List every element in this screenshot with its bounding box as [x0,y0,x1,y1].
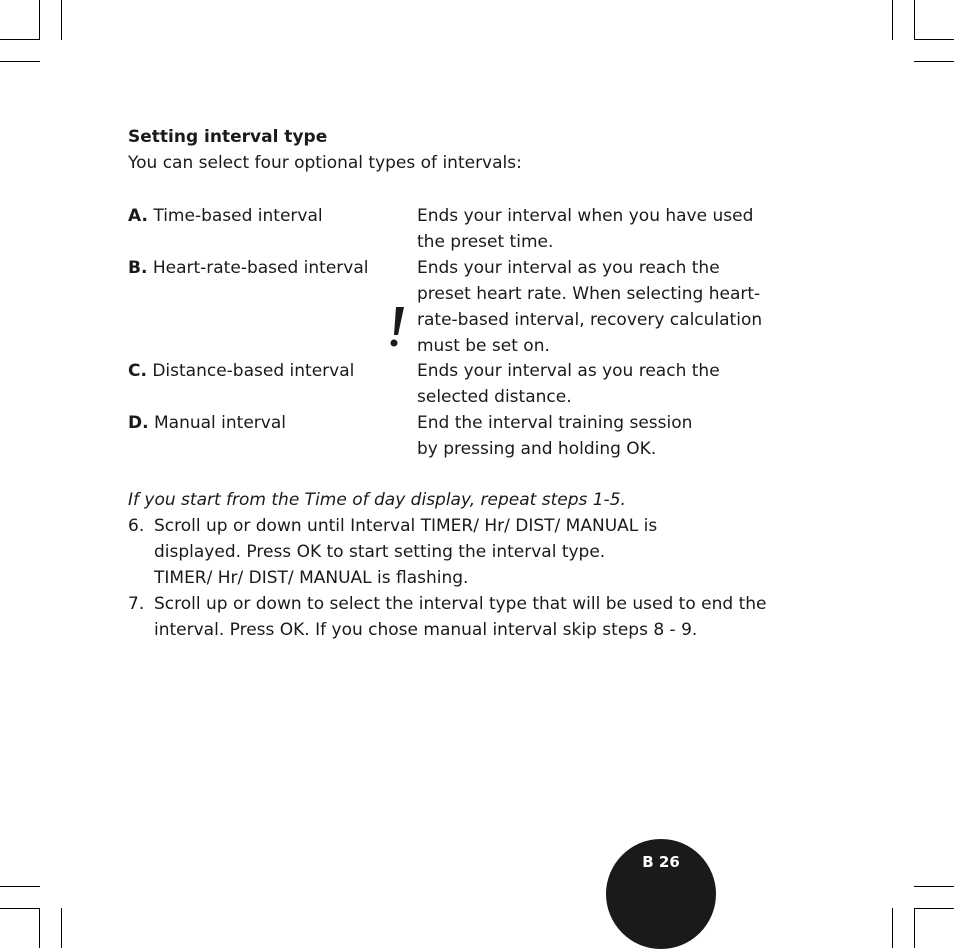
exclamation-icon [386,305,408,349]
item-letter: C. [128,361,147,381]
crop-mark [914,0,915,40]
crop-mark [892,0,893,40]
note-text: If you start from the Time of day display, repeat steps 1-5. [128,490,626,510]
intro-text: You can select four optional types of intervals: [128,153,522,173]
crop-mark [0,61,40,62]
item-desc-line: by pressing and holding OK. [417,439,657,459]
step-line: displayed. Press OK to start setting the interval type. [154,542,606,562]
item-label: Heart-rate-based interval [152,258,369,278]
item-desc-line: Ends your interval when you have used [417,206,754,226]
crop-mark [0,39,40,40]
crop-mark [39,0,40,40]
item-desc-line: Ends your interval as you reach the [417,361,720,381]
item-desc-line: Ends your interval as you reach the [417,258,720,278]
item-label: Distance-based interval [152,361,355,381]
step-line: TIMER/ Hr/ DIST/ MANUAL is flashing. [154,568,469,588]
crop-mark [61,908,62,948]
crop-mark [914,886,954,887]
crop-mark [914,39,954,40]
item-desc-line: must be set on. [417,336,550,356]
crop-mark [39,908,40,948]
item-label: Time-based interval [153,206,323,226]
section-heading: Setting interval type [128,127,328,147]
item-desc-line: selected distance. [417,387,572,407]
step-line: Scroll up or down to select the interval type that will be used to end the [154,594,767,614]
crop-mark [914,908,915,948]
item-desc-line: End the interval training session [417,413,693,433]
crop-mark [892,908,893,948]
item-desc-line: rate-based interval, recovery calculation [417,310,763,330]
item-letter: D. [128,413,149,433]
item-letter: A. [128,206,148,226]
page-number-badge [606,839,716,949]
crop-mark [914,61,954,62]
step-number: 6. [128,516,145,536]
crop-mark [61,0,62,40]
item-letter: B. [128,258,148,278]
item-desc-line: the preset time. [417,232,554,252]
item-label: Manual interval [153,413,286,433]
crop-mark [0,908,40,909]
crop-mark [0,886,40,887]
step-line: interval. Press OK. If you chose manual interval skip steps 8 - 9. [154,620,698,640]
crop-mark [914,908,954,909]
page-number: B 26 [642,853,680,871]
step-number: 7. [128,594,145,614]
item-desc-line: preset heart rate. When selecting heart- [417,284,761,304]
step-line: Scroll up or down until Interval TIMER/ Hr/ DIST/ MANUAL is [154,516,658,536]
